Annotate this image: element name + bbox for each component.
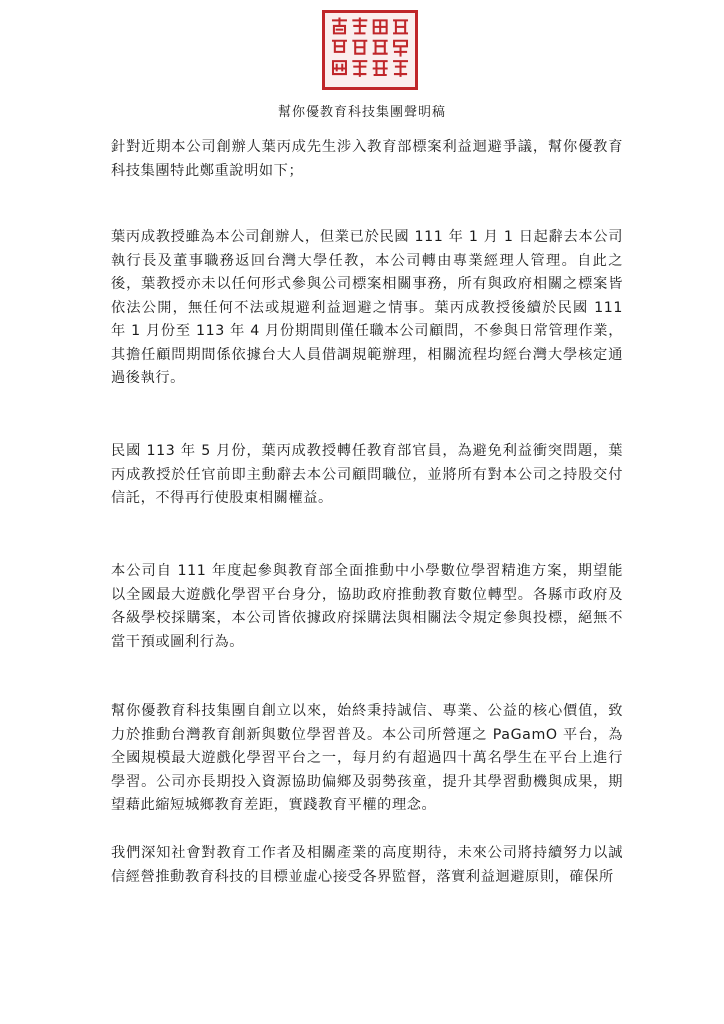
seal-graphic	[325, 13, 415, 87]
company-seal-stamp	[322, 10, 418, 90]
paragraph-intro: 針對近期本公司創辦人葉丙成先生涉入教育部標案利益迴避爭議，幫你優教育科技集團特此鄭重說明如下；	[111, 139, 623, 179]
document-title: 幫你優教育科技集團聲明稿	[277, 105, 446, 120]
paragraph-company-mission: 幫你優教育科技集團自創立以來，始終秉持誠信、專業、公益的核心價值，致力於推動台灣教育創新與數位學習普及。本公司所營運之 PaGamO 平台，為全國規模最大遊戲化學習平台之一，每月約有超過四十萬名學生在平台上進行學習。公司亦長期投入資源協助偏鄉及弱勢孩童，提升其學習動機與成果，期望藉此縮短城鄉教育差距，實踐教育平權的理念。	[111, 703, 623, 813]
paragraph-advisor-resignation: 民國 113 年 5 月份，葉丙成教授轉任教育部官員，為避免利益衝突問題，葉丙成教授於任官前即主動辭去本公司顧問職位，並將所有對本公司之持股交付信託，不得再行使股東相關權益。	[111, 443, 623, 506]
paragraph-closing: 我們深知社會對教育工作者及相關產業的高度期待，未來公司將持續努力以誠信經營推動教育科技的目標並虛心接受各界監督，落實利益迴避原則，確保所	[111, 845, 623, 885]
paragraph-founder-resignation: 葉丙成教授雖為本公司創辦人，但業已於民國 111 年 1 月 1 日起辭去本公司執行長及董事職務返回台灣大學任教，本公司轉由專業經理人管理。自此之後，葉教授亦未以任何形式參與公司標案相關事務，所有與政府相關之標案皆依法公開，無任何不法或規避利益迴避之情事。葉丙成教授後續於民國 111 年 1 月份至 113 年 4 月份期間則僅任職本公司顧問，不參與日常管理作業，其擔任顧問期間係依據台大人員借調規範辦理，相關流程均經台灣大學核定通過後執行。	[111, 229, 623, 386]
paragraph-procurement: 本公司自 111 年度起參與教育部全面推動中小學數位學習精進方案，期望能以全國最大遊戲化學習平台身分，協助政府推動教育數位轉型。各縣市政府及各級學校採購案，本公司皆依據政府採購法與相關法令規定參與投標，絕無不當干預或圖利行為。	[111, 563, 623, 650]
